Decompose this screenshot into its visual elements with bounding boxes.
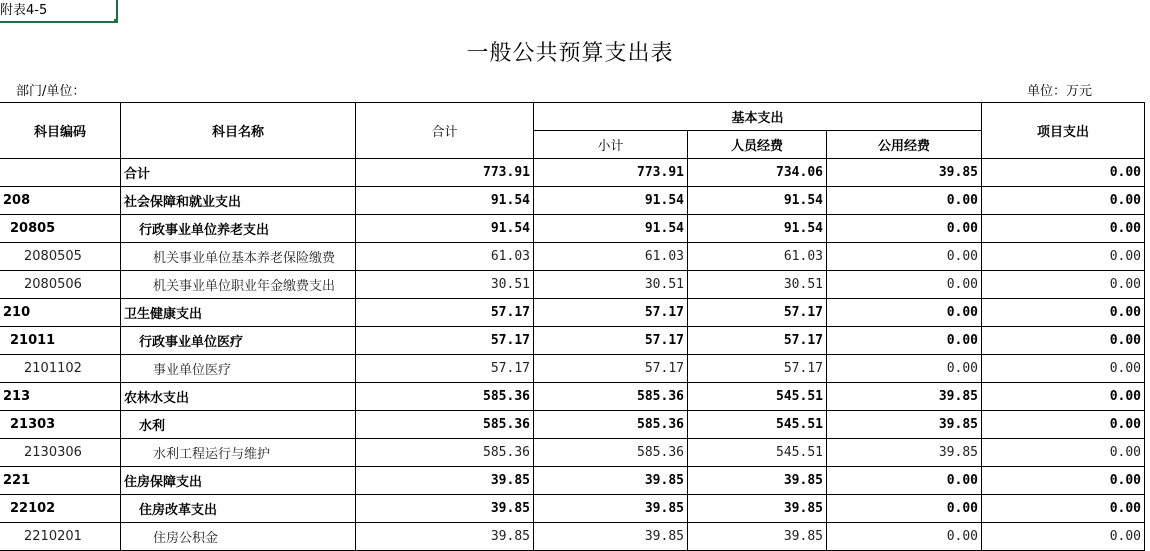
unit-label: 单位：万元	[1027, 84, 1093, 99]
row-subtotal[interactable]: 39.85	[534, 467, 688, 495]
row-personnel[interactable]: 734.06	[688, 159, 827, 187]
row-personnel[interactable]: 39.85	[688, 467, 827, 495]
row-personnel[interactable]: 39.85	[688, 495, 827, 523]
table-row	[0, 271, 1145, 299]
row-name[interactable]: 行政事业单位医疗	[121, 327, 356, 355]
table-row	[0, 215, 1145, 243]
row-public[interactable]: 0.00	[827, 355, 982, 383]
header-basic: 基本支出	[534, 103, 982, 131]
row-personnel[interactable]: 91.54	[688, 215, 827, 243]
row-personnel[interactable]: 57.17	[688, 355, 827, 383]
row-name[interactable]: 机关事业单位基本养老保险缴费	[121, 243, 356, 271]
row-code[interactable]: 2080506	[0, 271, 121, 299]
table-row	[0, 411, 1145, 439]
row-name[interactable]: 农林水支出	[121, 383, 356, 411]
row-project[interactable]: 0.00	[982, 383, 1145, 411]
row-subtotal[interactable]: 61.03	[534, 243, 688, 271]
row-personnel[interactable]: 57.17	[688, 299, 827, 327]
table-row	[0, 243, 1145, 271]
row-project[interactable]: 0.00	[982, 467, 1145, 495]
row-subtotal[interactable]: 30.51	[534, 271, 688, 299]
selected-cell-tag[interactable]: 附表4-5	[0, 0, 118, 23]
row-code[interactable]	[0, 159, 121, 187]
row-name[interactable]: 机关事业单位职业年金缴费支出	[121, 271, 356, 299]
row-public[interactable]: 0.00	[827, 187, 982, 215]
row-code[interactable]: 2080505	[0, 243, 121, 271]
row-personnel[interactable]: 30.51	[688, 271, 827, 299]
row-subtotal[interactable]: 39.85	[534, 495, 688, 523]
row-project[interactable]: 0.00	[982, 355, 1145, 383]
row-public[interactable]: 0.00	[827, 467, 982, 495]
row-code[interactable]: 2101102	[0, 355, 121, 383]
row-public[interactable]: 39.85	[827, 383, 982, 411]
row-code[interactable]: 208	[0, 187, 121, 215]
department-label: 部门/单位：	[16, 84, 86, 99]
row-name[interactable]: 事业单位医疗	[121, 355, 356, 383]
row-code[interactable]: 20805	[0, 215, 121, 243]
row-project[interactable]: 0.00	[982, 327, 1145, 355]
row-name[interactable]: 水利	[121, 411, 356, 439]
table-row	[0, 383, 1145, 411]
row-public[interactable]: 0.00	[827, 215, 982, 243]
row-code[interactable]: 221	[0, 467, 121, 495]
table-row	[0, 159, 1145, 187]
header-subtotal: 小计	[534, 131, 688, 159]
row-personnel[interactable]: 545.51	[688, 383, 827, 411]
table-row	[0, 439, 1145, 467]
row-personnel[interactable]: 545.51	[688, 411, 827, 439]
row-name[interactable]: 行政事业单位养老支出	[121, 215, 356, 243]
row-personnel[interactable]: 57.17	[688, 327, 827, 355]
row-project[interactable]: 0.00	[982, 243, 1145, 271]
table-row	[0, 187, 1145, 215]
row-personnel[interactable]: 39.85	[688, 523, 827, 551]
table-row	[0, 495, 1145, 523]
header-project: 项目支出	[982, 103, 1145, 159]
row-name[interactable]: 住房保障支出	[121, 467, 356, 495]
row-total[interactable]: 57.17	[356, 355, 534, 383]
row-total[interactable]: 39.85	[356, 523, 534, 551]
row-name[interactable]: 住房改革支出	[121, 495, 356, 523]
header-name: 科目名称	[121, 103, 356, 159]
row-total[interactable]: 57.17	[356, 299, 534, 327]
budget-table	[0, 102, 1145, 551]
row-total[interactable]: 585.36	[356, 383, 534, 411]
row-subtotal[interactable]: 773.91	[534, 159, 688, 187]
row-name[interactable]: 社会保障和就业支出	[121, 187, 356, 215]
row-personnel[interactable]: 61.03	[688, 243, 827, 271]
row-public[interactable]: 0.00	[827, 299, 982, 327]
row-code[interactable]: 21303	[0, 411, 121, 439]
row-project[interactable]: 0.00	[982, 495, 1145, 523]
row-public[interactable]: 0.00	[827, 327, 982, 355]
row-total[interactable]: 91.54	[356, 187, 534, 215]
row-subtotal[interactable]: 57.17	[534, 355, 688, 383]
row-total[interactable]: 39.85	[356, 495, 534, 523]
header-code: 科目编码	[0, 103, 121, 159]
row-code[interactable]: 22102	[0, 495, 121, 523]
header-total: 合计	[356, 103, 534, 159]
row-project[interactable]: 0.00	[982, 299, 1145, 327]
row-total[interactable]: 61.03	[356, 243, 534, 271]
row-public[interactable]: 0.00	[827, 243, 982, 271]
row-subtotal[interactable]: 585.36	[534, 439, 688, 467]
row-total[interactable]: 91.54	[356, 215, 534, 243]
row-code[interactable]: 213	[0, 383, 121, 411]
row-subtotal[interactable]: 91.54	[534, 187, 688, 215]
table-row	[0, 299, 1145, 327]
row-public[interactable]: 39.85	[827, 439, 982, 467]
table-row	[0, 327, 1145, 355]
page-title: 一般公共预算支出表	[466, 41, 674, 66]
row-subtotal[interactable]: 91.54	[534, 215, 688, 243]
header-personnel: 人员经费	[688, 131, 827, 159]
row-total[interactable]: 773.91	[356, 159, 534, 187]
row-project[interactable]: 0.00	[982, 411, 1145, 439]
row-total[interactable]: 39.85	[356, 467, 534, 495]
row-project[interactable]: 0.00	[982, 523, 1145, 551]
row-name[interactable]: 合计	[121, 159, 356, 187]
row-public[interactable]: 39.85	[827, 159, 982, 187]
row-total[interactable]: 30.51	[356, 271, 534, 299]
row-public[interactable]: 0.00	[827, 523, 982, 551]
row-code[interactable]: 2210201	[0, 523, 121, 551]
row-total[interactable]: 585.36	[356, 411, 534, 439]
row-project[interactable]: 0.00	[982, 159, 1145, 187]
row-code[interactable]: 21011	[0, 327, 121, 355]
header-public: 公用经费	[827, 131, 982, 159]
row-total[interactable]: 57.17	[356, 327, 534, 355]
table-row	[0, 467, 1145, 495]
row-code[interactable]: 2130306	[0, 439, 121, 467]
row-subtotal[interactable]: 57.17	[534, 327, 688, 355]
row-project[interactable]: 0.00	[982, 271, 1145, 299]
row-public[interactable]: 39.85	[827, 411, 982, 439]
row-name[interactable]: 卫生健康支出	[121, 299, 356, 327]
row-project[interactable]: 0.00	[982, 439, 1145, 467]
row-name[interactable]: 水利工程运行与维护	[121, 439, 356, 467]
row-project[interactable]: 0.00	[982, 187, 1145, 215]
row-subtotal[interactable]: 57.17	[534, 299, 688, 327]
row-public[interactable]: 0.00	[827, 495, 982, 523]
row-subtotal[interactable]: 39.85	[534, 523, 688, 551]
row-name[interactable]: 住房公积金	[121, 523, 356, 551]
row-personnel[interactable]: 545.51	[688, 439, 827, 467]
row-personnel[interactable]: 91.54	[688, 187, 827, 215]
row-public[interactable]: 0.00	[827, 271, 982, 299]
table-row	[0, 355, 1145, 383]
row-code[interactable]: 210	[0, 299, 121, 327]
row-total[interactable]: 585.36	[356, 439, 534, 467]
row-subtotal[interactable]: 585.36	[534, 383, 688, 411]
row-project[interactable]: 0.00	[982, 215, 1145, 243]
table-row	[0, 523, 1145, 551]
row-subtotal[interactable]: 585.36	[534, 411, 688, 439]
